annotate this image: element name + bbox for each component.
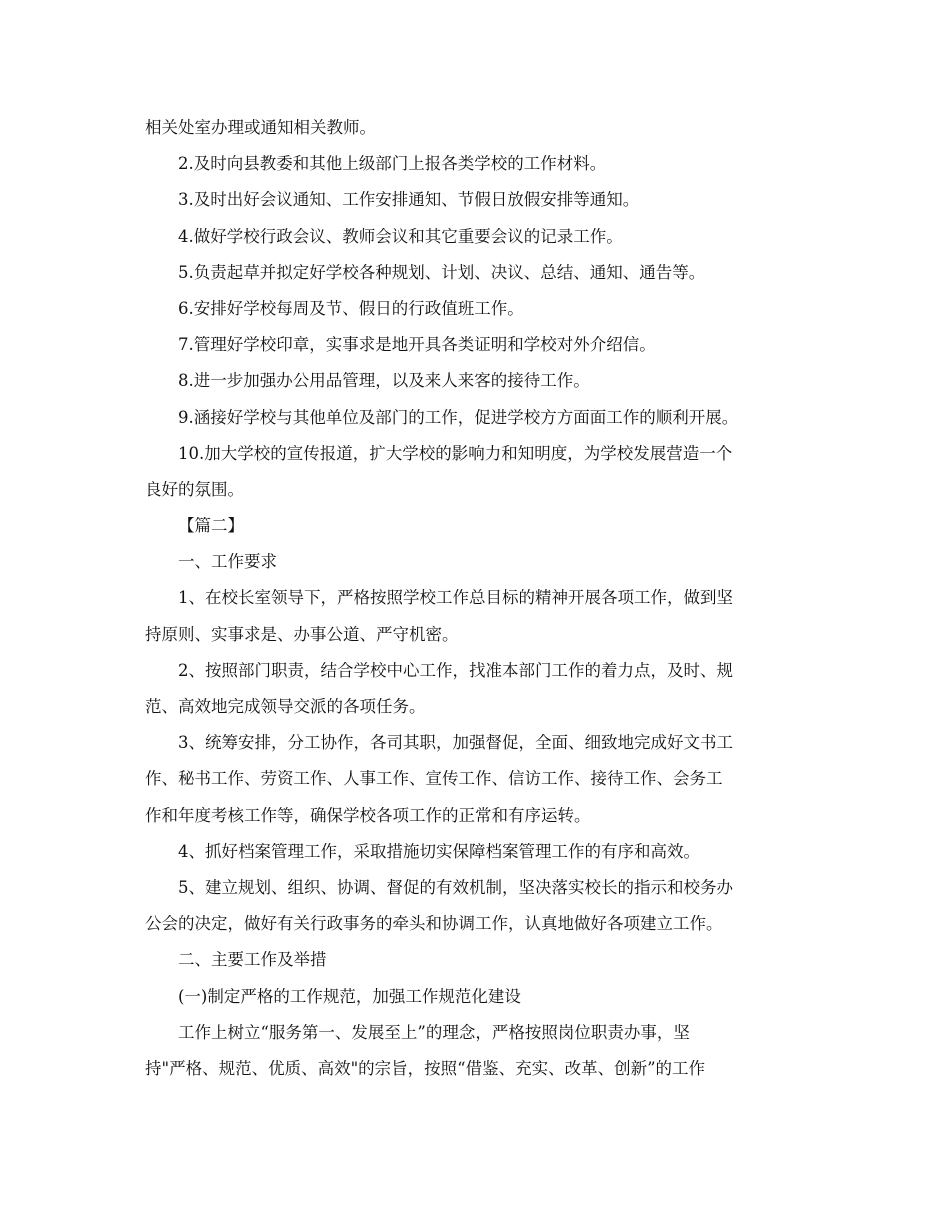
paragraph-line: (一)制定严格的工作规范，加强工作规范化建设 (178, 986, 521, 1006)
paragraph-line: 2.及时向县教委和其他上级部门上报各类学校的工作材料。 (178, 154, 607, 174)
paragraph-line: 二、主要工作及举措 (178, 950, 327, 970)
paragraph-line: 一、工作要求 (178, 552, 277, 572)
paragraph-line: 良好的氛围。 (145, 479, 244, 499)
paragraph-line: 范、高效地完成领导交派的各项任务。 (145, 697, 426, 716)
paragraph-line: 持原则、实事求是、办事公道、严守机密。 (145, 624, 459, 644)
paragraph-line: 7.管理好学校印章，实事求是地开具各类证明和学校对外介绍信。 (178, 335, 656, 355)
paragraph-line: 1、在校长室领导下，严格按照学校工作总目标的精神开展各项工作，做到坚 (178, 588, 733, 608)
paragraph-line: 9.涵接好学校与其他单位及部门的工作，促进学校方方面面工作的顺利开展。 (178, 407, 739, 427)
paragraph-line: 【篇二】 (178, 516, 244, 536)
paragraph-line: 4.做好学校行政会议、教师会议和其它重要会议的记录工作。 (178, 226, 623, 246)
paragraph-line: 2、按照部门职责，结合学校中心工作，找准本部门工作的着力点，及时、规 (178, 660, 733, 680)
paragraph-line: 公会的决定，做好有关行政事务的牵头和协调工作，认真地做好各项建立工作。 (145, 914, 723, 934)
paragraph-line: 10.加大学校的宣传报道，扩大学校的影响力和知明度，为学校发展营造一个 (178, 443, 733, 463)
paragraph-line: 作和年度考核工作等，确保学校各项工作的正常和有序运转。 (145, 805, 591, 825)
paragraph-line: 3.及时出好会议通知、工作安排通知、节假日放假安排等通知。 (178, 190, 640, 210)
paragraph-line: 相关处室办理或通知相关教师。 (145, 118, 376, 137)
paragraph-line: 6.安排好学校每周及节、假日的行政值班工作。 (178, 298, 524, 318)
paragraph-line: 8.进一步加强办公用品管理，以及来人来客的接待工作。 (178, 371, 590, 391)
paragraph-line: 作、秘书工作、劳资工作、人事工作、宣传工作、信访工作、接待工作、会务工 (145, 769, 723, 789)
paragraph-line: 5、建立规划、组织、协调、督促的有效机制，坚决落实校长的指示和校务办 (178, 877, 733, 897)
paragraph-line: 工作上树立“服务第一、发展至上”的理念，严格按照岗位职责办事，坚 (178, 1022, 690, 1042)
paragraph-line: 4、抓好档案管理工作，采取措施切实保障档案管理工作的有序和高效。 (178, 841, 700, 861)
paragraph-line: 3、统筹安排，分工协作，各司其职，加强督促，全面、细致地完成好文书工 (178, 733, 733, 753)
paragraph-line: 持"严格、规范、优质、高效"的宗旨，按照“借鉴、充实、改革、创新”的工作 (145, 1058, 706, 1078)
paragraph-line: 5.负责起草并拟定好学校各种规划、计划、决议、总结、通知、通告等。 (178, 262, 706, 282)
document-body (145, 110, 815, 1087)
